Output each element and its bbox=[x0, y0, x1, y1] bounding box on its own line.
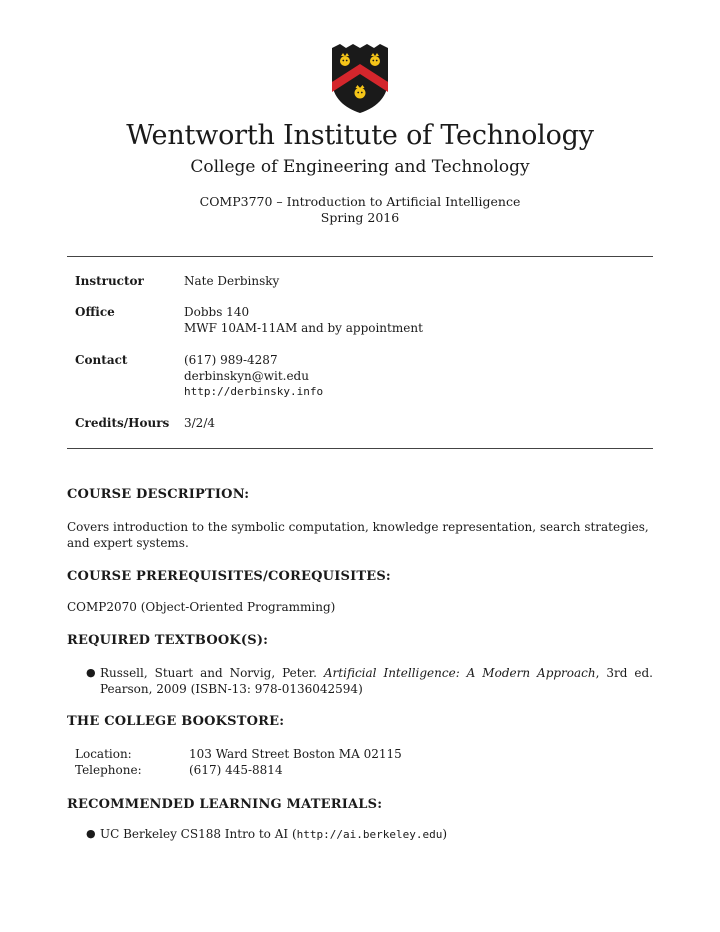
textbook-entry bbox=[100, 665, 653, 697]
credits-value: 3/2/4 bbox=[184, 416, 215, 430]
textbook-title: Artificial Intelligence: A Modern Approach bbox=[323, 666, 596, 680]
materials-label: UC Berkeley CS188 Intro to AI ( bbox=[100, 827, 297, 841]
contact-label: Contact bbox=[75, 353, 128, 367]
contact-url-link[interactable]: http://derbinsky.info bbox=[184, 385, 324, 398]
shield-crest-icon bbox=[330, 42, 390, 114]
office-hours: MWF 10AM-11AM and by appointment bbox=[184, 321, 423, 335]
bookstore-location-label: Location: bbox=[75, 747, 132, 761]
instructor-label: Instructor bbox=[75, 274, 144, 288]
bullet-icon: ● bbox=[86, 827, 96, 840]
bookstore-location-value: 103 Ward Street Boston MA 02115 bbox=[189, 747, 402, 761]
contact-phone: (617) 989-4287 bbox=[184, 353, 278, 367]
prereq-heading: COURSE PREREQUISITES/COREQUISITES: bbox=[67, 569, 391, 584]
office-label: Office bbox=[75, 305, 115, 319]
bookstore-heading: THE COLLEGE BOOKSTORE: bbox=[67, 714, 285, 729]
bookstore-phone-value: (617) 445-8814 bbox=[189, 763, 283, 777]
prereq-text: COMP2070 (Object-Oriented Programming) bbox=[67, 600, 336, 614]
office-room: Dobbs 140 bbox=[184, 305, 250, 319]
description-text: Covers introduction to the symbolic computation, knowledge representation, search strategies, and expert systems. bbox=[67, 520, 649, 550]
instructor-value: Nate Derbinsky bbox=[184, 274, 280, 288]
materials-heading: RECOMMENDED LEARNING MATERIALS: bbox=[67, 797, 383, 812]
credits-label: Credits/Hours bbox=[75, 416, 170, 430]
top-divider bbox=[67, 256, 653, 257]
textbook-publisher: , 3rd ed. Pearson, 2009 (ISBN-13: 978-0136042594) bbox=[100, 666, 653, 696]
materials-entry bbox=[100, 826, 653, 843]
course-title: COMP3770 – Introduction to Artificial Intelligence bbox=[199, 194, 521, 209]
materials-close-paren: ) bbox=[442, 827, 448, 841]
textbook-authors: Russell, Stuart and Norvig, Peter. bbox=[100, 666, 324, 680]
textbook-heading: REQUIRED TEXTBOOK(S): bbox=[67, 633, 269, 648]
college-name: College of Engineering and Technology bbox=[190, 157, 530, 177]
bullet-icon: ● bbox=[86, 666, 96, 679]
contact-email[interactable]: derbinskyn@wit.edu bbox=[184, 369, 309, 383]
materials-url-link[interactable]: http://ai.berkeley.edu bbox=[296, 828, 443, 841]
description-heading: COURSE DESCRIPTION: bbox=[67, 487, 250, 502]
bottom-divider bbox=[67, 448, 653, 449]
bookstore-phone-label: Telephone: bbox=[75, 763, 142, 777]
term: Spring 2016 bbox=[320, 210, 400, 225]
institution-title: Wentworth Institute of Technology bbox=[126, 120, 594, 151]
